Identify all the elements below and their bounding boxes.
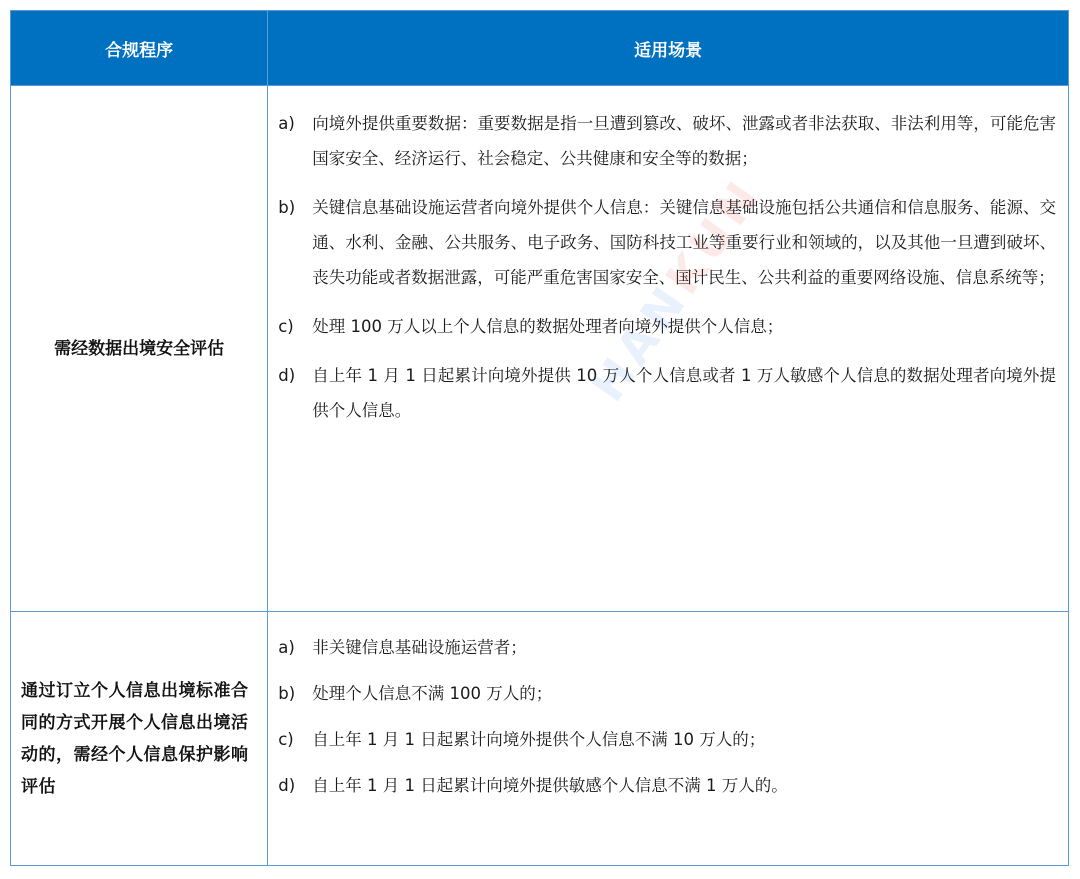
list-item-text: 自上年 1 月 1 日起累计向境外提供敏感个人信息不满 1 万人的。 — [312, 776, 788, 795]
procedure-cell: 通过订立个人信息出境标准合同的方式开展个人信息出境活动的，需经个人信息保护影响评估 — [11, 612, 268, 866]
list-item-text: 自上年 1 月 1 日起累计向境外提供个人信息不满 10 万人的； — [312, 730, 766, 749]
list-item — [268, 676, 1068, 711]
header-procedure: 合规程序 — [11, 11, 268, 86]
list-item-text: 向境外提供重要数据：重要数据是指一旦遭到篡改、破坏、泄露或者非法获取、非法利用等，可能危害国家安全、经济运行、社会稳定、公共健康和安全等的数据； — [312, 114, 1056, 168]
list-marker: c) — [278, 730, 294, 749]
list-marker: d) — [278, 366, 296, 385]
list-item-text: 自上年 1 月 1 日起累计向境外提供 10 万人个人信息或者 1 万人敏感个人信息的数据处理者向境外提供个人信息。 — [312, 366, 1056, 420]
list-marker: d) — [278, 776, 296, 795]
compliance-table — [10, 10, 1069, 866]
list-item — [268, 190, 1068, 295]
list-marker: a) — [278, 638, 295, 657]
scenarios-cell — [268, 86, 1069, 612]
scenarios-cell — [268, 612, 1069, 866]
watermark-part-2: KUN — [654, 167, 773, 304]
list-marker: c) — [278, 317, 294, 336]
list-item — [268, 309, 1068, 344]
table-row — [11, 86, 1069, 612]
procedure-cell: 需经数据出境安全评估 — [11, 86, 268, 612]
list-item — [268, 106, 1068, 176]
header-scenarios: 适用场景 — [268, 11, 1069, 86]
list-item-text: 关键信息基础设施运营者向境外提供个人信息：关键信息基础设施包括公共通信和信息服务、能源、交通、水利、金融、公共服务、电子政务、国防科技工业等重要行业和领域的，以及其他一旦遭到破坏、丧失功能或者数据泄露，可能严重危害国家安全、国计民生、公共利益的重要网络设施、信息系统等； — [312, 198, 1056, 287]
scenario-list — [268, 612, 1068, 803]
list-item-text: 非关键信息基础设施运营者； — [312, 638, 527, 657]
list-item-text: 处理个人信息不满 100 万人的； — [312, 684, 553, 703]
list-item-text: 处理 100 万人以上个人信息的数据处理者向境外提供个人信息； — [312, 317, 784, 336]
list-item — [268, 630, 1068, 665]
scenario-list — [268, 86, 1068, 428]
list-item — [268, 768, 1068, 803]
list-item — [268, 722, 1068, 757]
list-marker: b) — [278, 198, 296, 217]
table-row — [11, 612, 1069, 866]
list-marker: b) — [278, 684, 296, 703]
list-item — [268, 358, 1068, 428]
watermark-part-1: HAN — [580, 273, 700, 411]
list-marker: a) — [278, 114, 295, 133]
table-header-row — [11, 11, 1069, 86]
